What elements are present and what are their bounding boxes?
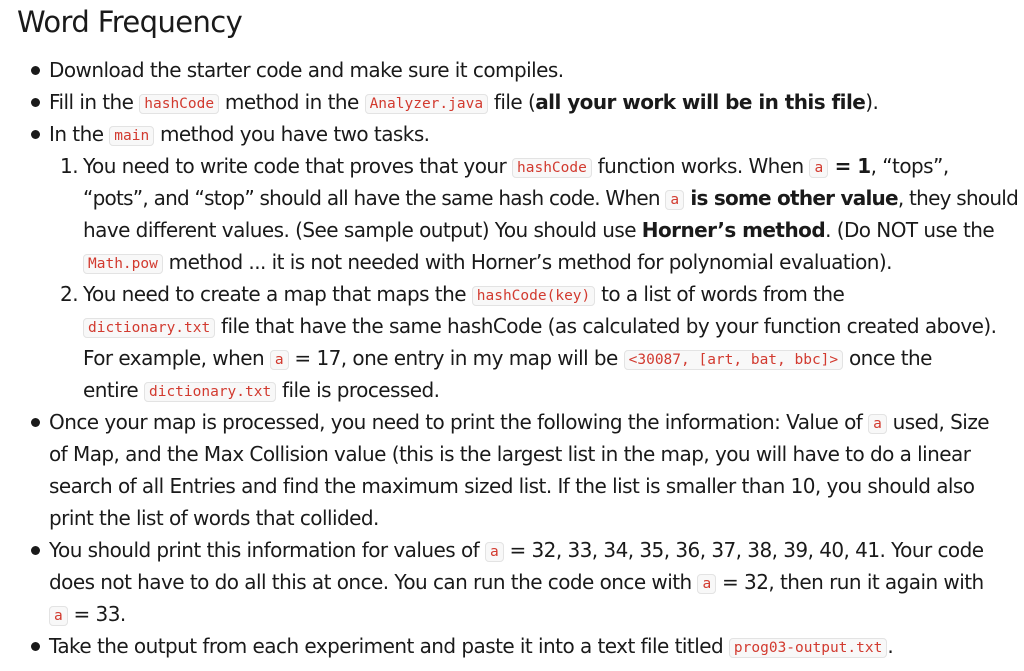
text: , they should (897, 186, 1019, 210)
code-dictionary-txt: dictionary.txt (83, 318, 215, 338)
text: ). (865, 90, 879, 114)
text: file ( (488, 90, 536, 114)
bullet-item-values-line-1 (49, 534, 983, 568)
code-a: a (270, 350, 289, 370)
text: For example, when (83, 346, 270, 370)
code-output-filename: prog03-output.txt (729, 638, 887, 658)
text: Once your map is processed, you need to print the following the information: Value of (49, 410, 869, 434)
code-hashcode-key: hashCode(key) (472, 286, 596, 306)
text: = 17, one entry in my map will be (288, 346, 624, 370)
text: You need to write code that proves that your (83, 154, 512, 178)
task-1-line-1 (83, 150, 949, 184)
text: of Map, and the Max Collision value (this is the largest list in the map, you will have to do a linear (49, 442, 971, 466)
text: file that have the same hashCode (as calculated by your function created above). (215, 314, 997, 338)
bullet-marker (31, 642, 40, 651)
page-title: Word Frequency (17, 5, 243, 39)
text: method ... it is not needed with Horner’s method for polynomial evaluation). (162, 250, 892, 274)
text: used, Size (886, 410, 990, 434)
code-analyzer-java: Analyzer.java (365, 94, 489, 114)
text: , “tops”, (870, 154, 949, 178)
bullet-marker (31, 418, 40, 427)
task-2-line-3 (83, 342, 932, 376)
text: to a list of words from the (595, 282, 845, 306)
bullet-item-output-file (49, 630, 893, 664)
bullet-item-values-line-2 (49, 566, 984, 600)
text: search of all Entries and find the maximum sized list. If the list is smaller than 10, you should also (49, 474, 975, 498)
task-2-line-1 (83, 278, 844, 312)
task-2-line-2 (83, 310, 996, 344)
bullet-item-print-info-line-4 (49, 502, 379, 534)
code-a: a (868, 414, 887, 434)
code-a: a (809, 158, 828, 178)
bullet-item-fill-in (49, 86, 878, 120)
bold-text: = 1 (828, 154, 871, 178)
text: method you have two tasks. (154, 122, 430, 146)
text: Take the output from each experiment and paste it into a text file titled (49, 634, 729, 658)
text: function works. When (591, 154, 810, 178)
text: . (887, 634, 894, 658)
task-1-line-3 (83, 214, 994, 246)
text: have different values. (See sample output) You should use (83, 218, 642, 242)
bullet-marker (31, 130, 40, 139)
text: does not have to do all this at once. You can run the code once with (49, 570, 698, 594)
text: = 32, then run it again with (716, 570, 984, 594)
bullet-item-download (49, 54, 564, 86)
text: print the list of words that collided. (49, 506, 379, 530)
task-1-line-2 (83, 182, 1018, 216)
text: You need to create a map that maps the (83, 282, 472, 306)
text: = 33. (67, 602, 126, 626)
code-map-entry: <30087, [art, bat, bbc]> (624, 350, 844, 370)
text: once the (843, 346, 932, 370)
text: file is processed. (276, 378, 440, 402)
task-2-line-4 (83, 374, 439, 408)
text: entire (83, 378, 144, 402)
code-hashcode: hashCode (139, 94, 219, 114)
text: You should print this information for values of (49, 538, 485, 562)
text: “pots”, and “stop” should all have the same hash code. When (83, 186, 666, 210)
bullet-marker (31, 98, 40, 107)
bullet-item-print-info-line-3 (49, 470, 974, 502)
bold-text: Horner’s method (641, 218, 826, 242)
text: Fill in the (49, 90, 140, 114)
code-hashcode: hashCode (512, 158, 592, 178)
bullet-item-values-line-3 (49, 598, 126, 632)
bullet-item-print-info-line-2 (49, 438, 970, 470)
code-a: a (665, 190, 684, 210)
code-main: main (109, 126, 154, 146)
bullet-item-main (49, 118, 430, 152)
list-number: 2. (60, 282, 79, 306)
bold-text: all your work will be in this file (535, 90, 866, 114)
list-number: 1. (60, 154, 79, 178)
bullet-marker (31, 546, 40, 555)
task-1-line-4 (83, 246, 892, 280)
code-a: a (485, 542, 504, 562)
bullet-marker (31, 66, 40, 75)
text: = 32, 33, 34, 35, 36, 37, 38, 39, 40, 41. Your code (503, 538, 984, 562)
bullet-item-print-info-line-1 (49, 406, 989, 440)
code-dictionary-txt: dictionary.txt (144, 382, 276, 402)
code-a: a (49, 606, 68, 626)
text: . (Do NOT use the (825, 218, 995, 242)
bold-text: is some other value (684, 186, 898, 210)
code-math-pow: Math.pow (83, 254, 163, 274)
text: method in the (219, 90, 365, 114)
text: Download the starter code and make sure it compiles. (49, 58, 564, 82)
text: In the (49, 122, 110, 146)
code-a: a (697, 574, 716, 594)
